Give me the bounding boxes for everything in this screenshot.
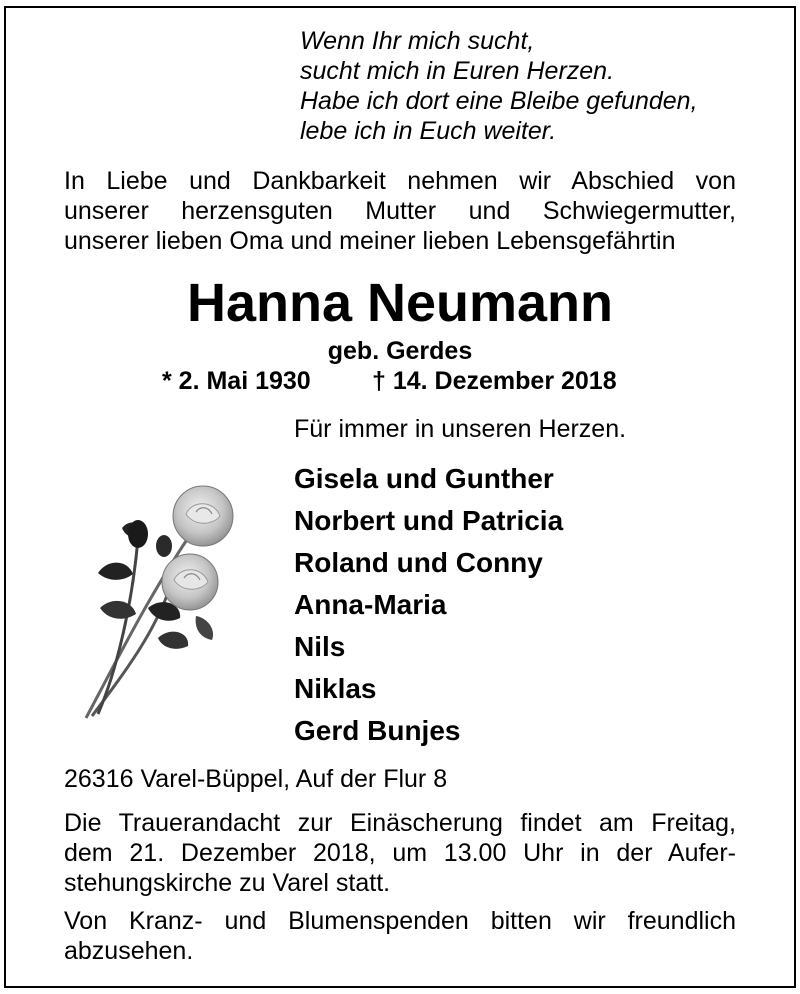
mourner-name: Gerd Bunjes (294, 715, 461, 746)
farewell-line: Für immer in unseren Herzen. (294, 415, 627, 443)
birth-name: geb. Gerdes (327, 337, 473, 365)
mourner-name: Anna-Maria (294, 589, 447, 620)
intro-line: In Liebe und Dankbarkeit nehmen wir Abschied von (64, 167, 736, 195)
mourner-name: Niklas (294, 673, 377, 704)
flowers-line: Von Kranz- und Blumenspenden bitten wir freundlich (64, 907, 736, 935)
ceremony-info (64, 808, 736, 898)
ceremony-line: stehungskirche zu Varel statt. (64, 869, 391, 897)
flowers-note (64, 906, 736, 966)
poem-line: lebe ich in Euch weiter. (300, 117, 557, 145)
deceased-name: Hanna Neumann (186, 273, 614, 333)
intro-text (64, 166, 736, 256)
mourners-list (294, 458, 563, 752)
intro-line: unserer herzensguten Mutter und Schwiegermutter, (64, 197, 736, 225)
birth-date: * 2. Mai 1930 (162, 367, 311, 395)
mourner-name: Gisela und Gunther (294, 463, 554, 494)
flowers-line: abzusehen. (64, 937, 194, 965)
poem-line: Wenn Ihr mich sucht, (300, 27, 535, 55)
poem (300, 26, 698, 146)
death-date: † 14. Dezember 2018 (372, 367, 617, 395)
poem-line: Habe ich dort eine Bleibe gefunden, (300, 87, 698, 115)
poem-line: sucht mich in Euren Herzen. (300, 57, 615, 85)
mourner-name: Roland und Conny (294, 547, 543, 578)
mourner-name: Nils (294, 631, 346, 662)
ceremony-line: dem 21. Dezember 2018, um 13.00 Uhr in der Aufer- (64, 839, 736, 867)
ceremony-line: Die Trauerandacht zur Einäscherung findet am Freitag, (64, 809, 736, 837)
mourner-name: Norbert und Patricia (294, 505, 564, 536)
address: 26316 Varel-Büppel, Auf der Flur 8 (64, 765, 448, 793)
intro-line: unserer lieben Oma und meiner lieben Lebensgefährtin (64, 227, 676, 255)
rose-icon (78, 478, 278, 728)
